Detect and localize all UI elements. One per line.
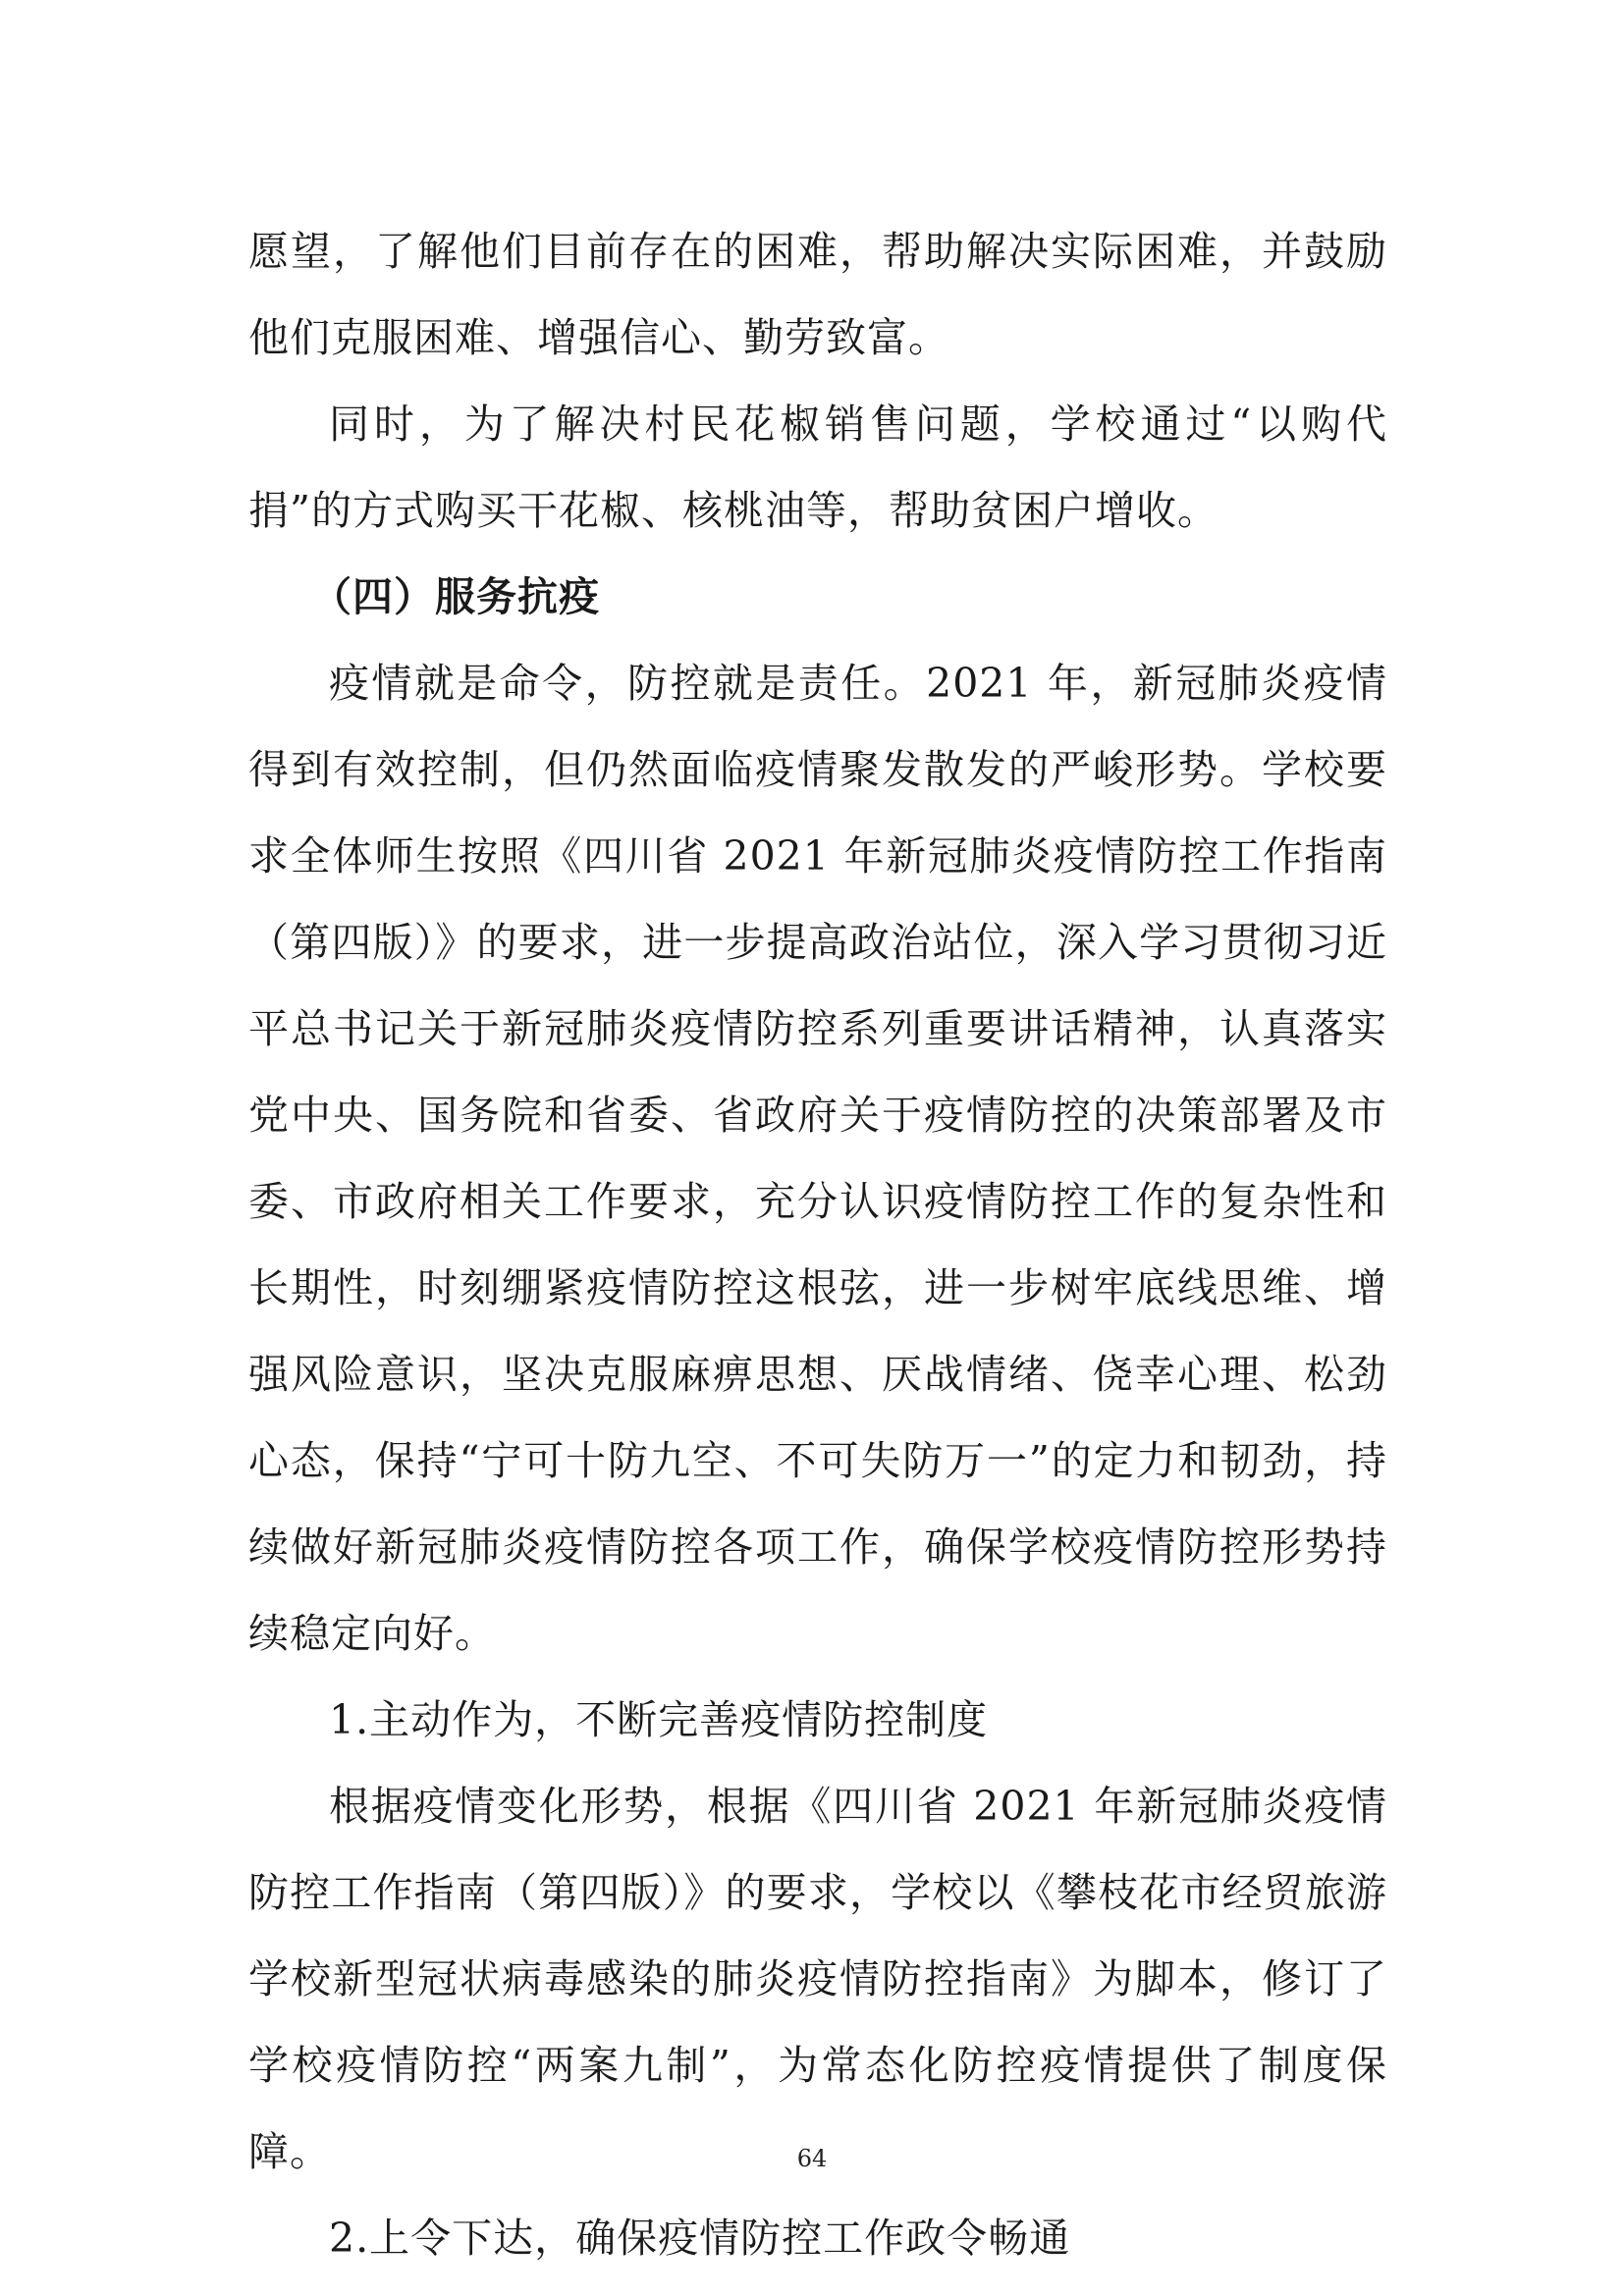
subheading-1: 1.主动作为，不断完善疫情防控制度 (329, 1696, 989, 1743)
section-heading-epidemic: （四）服务抗疫 (311, 573, 600, 620)
paragraph-poverty-help: 愿望，了解他们目前存在的困难，帮助解决实际困难，并鼓励他们克服困难、增强信心、勤劳致富。 (248, 228, 1387, 361)
paragraph-epidemic-overview: 疫情就是命令，防控就是责任。2021 年，新冠肺炎疫情得到有效控制，但仍然面临疫情聚发散发的严峻形势。学校要求全体师生按照《四川省 2021 年新冠肺炎疫情防控工作指南（第四版）》的要求，进一步提高政治站位，深入学习贯彻习近平总书记关于新冠肺炎疫情防控系列重要讲话精神，认真落实党中央、国务院和省委、省政府关于疫情防控的决策部署及市委、市政府相关工作要求，充分认识疫情防控工作的复杂性和长期性，时刻绷紧疫情防控这根弦，进一步树牢底线思维、增强风险意识，坚决克服麻痹思想、厌战情绪、侥幸心理、松劲心态，保持“宁可十防九空、不可失防万一”的定力和韧劲，持续做好新冠肺炎疫情防控各项工作，确保学校疫情防控形势持续稳定向好。 (248, 660, 1387, 1657)
paragraph-prevention-system: 根据疫情变化形势，根据《四川省 2021 年新冠肺炎疫情防控工作指南（第四版）》的要求，学校以《攀枝花市经贸旅游学校新型冠状病毒感染的肺炎疫情防控指南》为脚本，修订了学校疫情防控“两案九制”，为常态化防控疫情提供了制度保障。 (248, 1783, 1387, 2175)
paragraph-pepper-sales: 同时，为了解决村民花椒销售问题，学校通过“以购代捐”的方式购买干花椒、核桃油等，帮助贫困户增收。 (248, 400, 1387, 534)
subheading-2: 2.上令下达，确保疫情防控工作政令畅通 (329, 2215, 1071, 2262)
document-body (248, 208, 1387, 2281)
page-number: 64 (796, 2145, 828, 2172)
